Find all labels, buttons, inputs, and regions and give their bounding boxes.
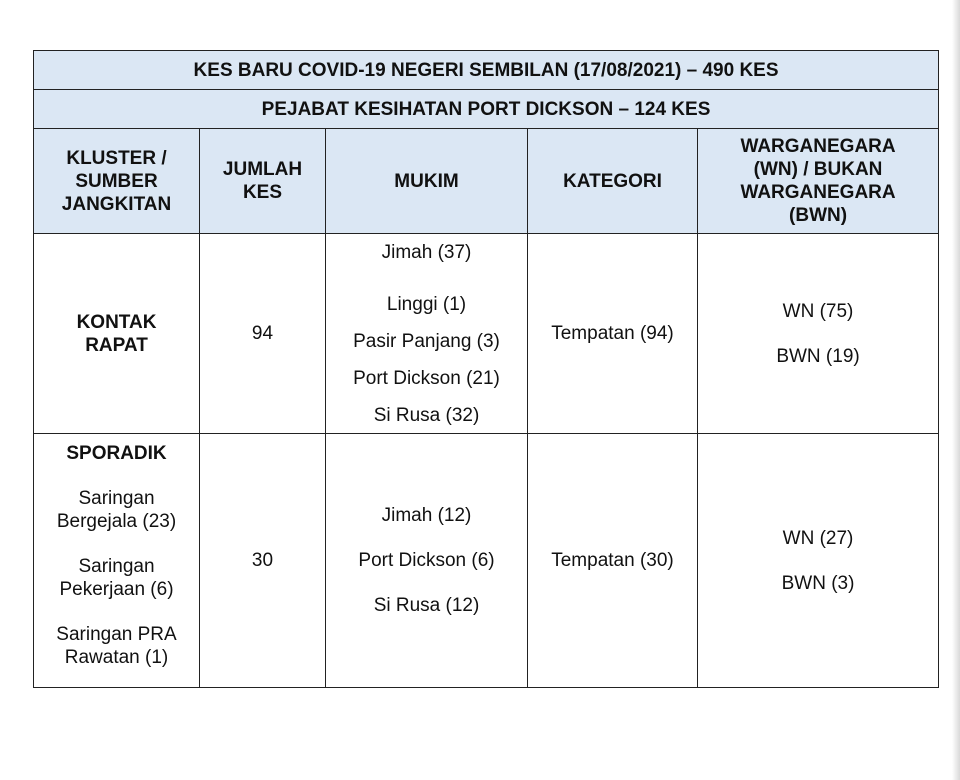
mukim-cell [326, 234, 528, 434]
mukim-item: Si Rusa (32) [373, 404, 480, 426]
table-row [34, 434, 939, 688]
mukim-item: Port Dickson (21) [353, 367, 500, 389]
header-mukim: MUKIM [326, 129, 528, 234]
table-subtitle: PEJABAT KESIHATAN PORT DICKSON – 124 KES [34, 90, 939, 129]
mukim-item: Pasir Panjang (3) [353, 330, 500, 352]
mukim-item: Linggi (1) [386, 293, 467, 315]
mukim-item: Jimah (12) [381, 505, 472, 526]
jumlah-cell: 94 [200, 234, 326, 434]
page-edge-shadow [952, 0, 960, 780]
table-title: KES BARU COVID-19 NEGERI SEMBILAN (17/08/2021) – 490 KES [34, 51, 939, 90]
header-kluster: KLUSTER / SUMBER JANGKITAN [34, 129, 200, 234]
header-jumlah: JUMLAH KES [200, 129, 326, 234]
header-kategori: KATEGORI [528, 129, 698, 234]
mukim-item: Jimah (37) [381, 241, 472, 263]
covid-cases-table [33, 50, 939, 688]
wn-cell: WN (27) BWN (3) [698, 434, 939, 688]
jumlah-cell: 30 [200, 434, 326, 688]
header-warganegara: WARGANEGARA (WN) / BUKAN WARGANEGARA (BWN) [698, 129, 939, 234]
kategori-cell: Tempatan (94) [528, 234, 698, 434]
wn-cell: WN (75) BWN (19) [698, 234, 939, 434]
kluster-cell: KONTAK RAPAT [34, 234, 200, 434]
mukim-item: Si Rusa (12) [373, 595, 480, 616]
kluster-cell: SPORADIK Saringan Bergejala (23) Saringan Pekerjaan (6) Saringan PRA Rawatan (1) [34, 434, 200, 688]
mukim-cell [326, 434, 528, 688]
kategori-cell: Tempatan (30) [528, 434, 698, 688]
mukim-item: Port Dickson (6) [358, 550, 495, 571]
table-row [34, 234, 939, 434]
